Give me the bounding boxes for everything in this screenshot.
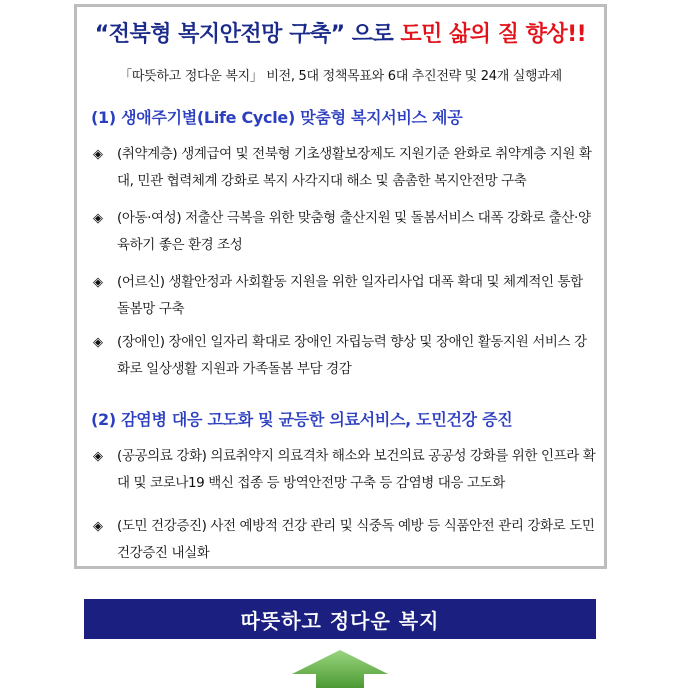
up-arrow-icon <box>290 648 390 688</box>
list-item <box>93 329 598 383</box>
list-item <box>93 141 598 195</box>
list-item <box>93 205 598 259</box>
diamond-bullet-icon: ◈ <box>93 147 103 162</box>
list-item <box>93 513 598 567</box>
list-item <box>93 269 598 323</box>
vision-panel <box>74 4 607 569</box>
list-item-text: (어르신) 생활안정과 사회활동 지원을 위한 일자리사업 대폭 확대 및 체계적인 통합 돌봄망 구축 <box>117 274 583 317</box>
list-item-text: (아동·여성) 저출산 극복을 위한 맞춤형 출산지원 및 돌봄서비스 대폭 강화로 출산·양육하기 좋은 환경 조성 <box>117 210 591 253</box>
diamond-bullet-icon: ◈ <box>93 275 103 290</box>
headline-part1: “전북형 복지안전망 구축” 으로 <box>94 22 401 47</box>
headline <box>77 17 604 48</box>
vision-banner: 따뜻하고 정다운 복지 <box>84 599 596 639</box>
diamond-bullet-icon: ◈ <box>93 335 103 350</box>
section-title-1: (1) 생애주기별(Life Cycle) 맞춤형 복지서비스 제공 <box>91 108 463 127</box>
subtitle: 「따뜻하고 정다운 복지」 비전, 5대 정책목표와 6대 추진전략 및 24개 실행과제 <box>119 69 562 84</box>
list-item <box>93 443 598 497</box>
list-item-text: (장애인) 장애인 일자리 확대로 장애인 자립능력 향상 및 장애인 활동지원 서비스 강화로 일상생활 지원과 가족돌봄 부담 경감 <box>117 334 587 377</box>
diamond-bullet-icon: ◈ <box>93 211 103 226</box>
list-item-text: (공공의료 강화) 의료취약지 의료격차 해소와 보건의료 공공성 강화를 위한 인프라 확대 및 코로나19 백신 접종 등 방역안전망 구축 등 감염병 대응 고도화 <box>117 448 596 491</box>
list-item-text: (취약계층) 생계급여 및 전북형 기초생활보장제도 지원기준 완화로 취약계층 지원 확대, 민관 협력체계 강화로 복지 사각지대 해소 및 촘촘한 복지안전망 구축 <box>117 146 592 189</box>
headline-part2: 도민 삶의 질 향상!! <box>400 22 587 47</box>
list-item-text: (도민 건강증진) 사전 예방적 건강 관리 및 식중독 예방 등 식품안전 관리 강화로 도민건강증진 내실화 <box>117 518 595 561</box>
diamond-bullet-icon: ◈ <box>93 449 103 464</box>
diamond-bullet-icon: ◈ <box>93 519 103 534</box>
section-title-2: (2) 감염병 대응 고도화 및 균등한 의료서비스, 도민건강 증진 <box>91 410 513 429</box>
